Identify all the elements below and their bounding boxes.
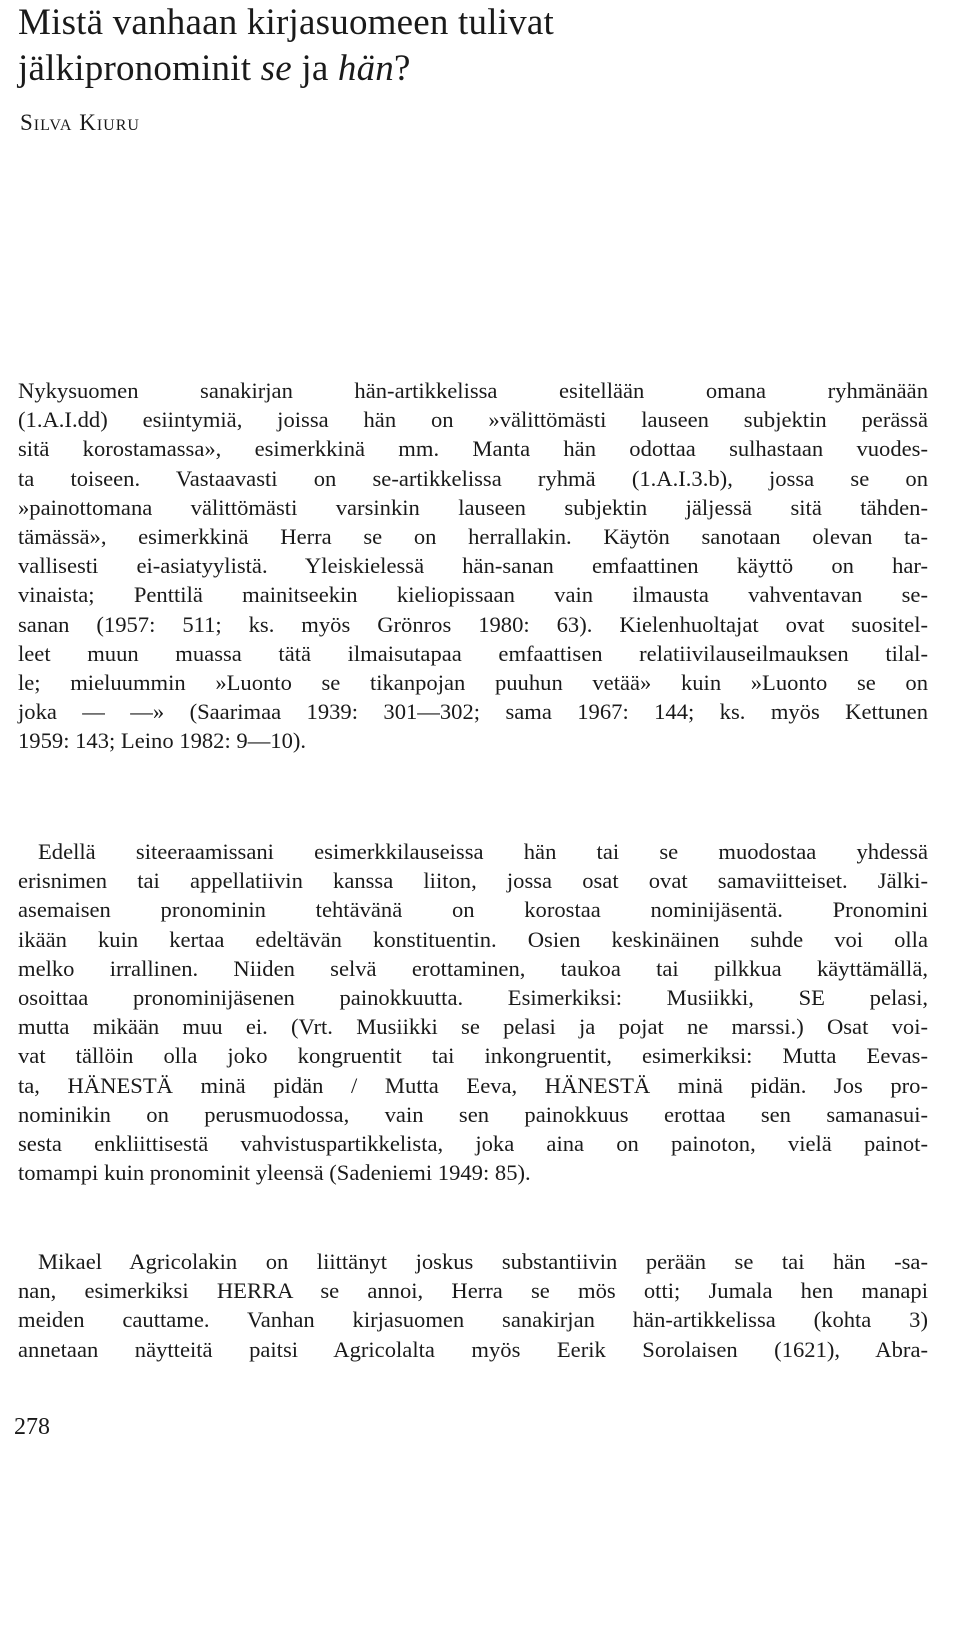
text-line: sesta enkliittisestä vahvistuspartikkelista, joka aina on painoton, vielä painot- <box>18 1130 928 1156</box>
text-line: nominikin on perusmuodossa, vain sen painokkuus erottaa sen samanasui- <box>18 1101 928 1127</box>
text-line: nan, esimerkiksi HERRA se annoi, Herra se mös otti; Jumala hen manapi <box>18 1278 928 1304</box>
text-line: vallisesti ei-asiatyylistä. Yleiskielessä hän-sanan emfaattinen käyttö on har- <box>18 553 928 579</box>
paragraph-2 <box>18 837 928 1187</box>
text-line: annetaan näytteitä paitsi Agricolalta myös Eerik Sorolaisen (1621), Abra- <box>18 1336 928 1362</box>
article-title <box>18 0 554 92</box>
text-line: (1.A.I.dd) esiintymiä, joissa hän on »välittömästi lauseen subjektin perässä <box>18 407 928 433</box>
text-line: mutta mikään muu ei. (Vrt. Musiikki se pelasi ja pojat ne marssi.) Osat voi- <box>18 1014 928 1040</box>
text-line: osoittaa pronominijäsenen painokkuutta. Esimerkiksi: Musiikki, SE pelasi, <box>18 984 928 1010</box>
text-line: Mikael Agricolakin on liittänyt joskus substantiivin perään se tai hän -sa- <box>38 1249 928 1274</box>
text-line: 1959: 143; Leino 1982: 9—10). <box>18 728 307 754</box>
text-line: »painottomana välittömästi varsinkin lauseen subjektin jäljessä sitä tähden- <box>18 494 928 520</box>
text-line: leet muun muassa tätä ilmaisutapaa emfaattisen relatiivilauseilmauksen tilal- <box>18 640 928 666</box>
text-line: sitä korostamassa», esimerkkinä mm. Manta hän odottaa sulhastaan vuodes- <box>18 436 928 462</box>
text-line: Nykysuomen sanakirjan hän-artikkelissa esitellään omana ryhmänään <box>18 378 928 403</box>
title-line-2a: jälkipronominit <box>18 48 261 89</box>
text-line: tomampi kuin pronominit yleensä (Sadeniemi 1949: 85). <box>18 1160 531 1186</box>
text-line: sanan (1957: 511; ks. myös Grönros 1980: 63). Kielenhuoltajat ovat suositel- <box>18 611 928 637</box>
paragraph-1 <box>18 376 928 755</box>
paragraph-3 <box>18 1247 928 1364</box>
text-line: erisnimen tai appellatiivin kanssa liiton, jossa osat ovat samaviitteiset. Jälki- <box>18 868 928 894</box>
title-han: hän <box>337 48 395 89</box>
title-se: se <box>260 48 292 89</box>
text-line: vat tällöin olla joko kongruentit tai inkongruentit, esimerkiksi: Mutta Eevas- <box>18 1043 928 1069</box>
page-number: 278 <box>14 1414 50 1440</box>
title-line-1: Mistä vanhaan kirjasuomeen tulivat <box>18 2 554 43</box>
text-line: ta toiseen. Vastaavasti on se-artikkelissa ryhmä (1.A.I.3.b), jossa se on <box>18 465 928 491</box>
text-line: Edellä siteeraamissani esimerkkilauseissa hän tai se muodostaa yhdessä <box>38 839 928 864</box>
text-line: melko irrallinen. Niiden selvä erottaminen, taukoa tai pilkkua käyttämällä, <box>18 955 928 981</box>
text-line: joka — —» (Saarimaa 1939: 301—302; sama 1967: 144; ks. myös Kettunen <box>18 699 928 725</box>
text-line: ikään kuin kertaa edeltävän konstituentin. Osien keskinäinen suhde voi olla <box>18 926 928 952</box>
text-line: meiden cauttame. Vanhan kirjasuomen sanakirjan hän-artikkelissa (kohta 3) <box>18 1307 928 1333</box>
title-line-2b: ja <box>291 48 338 89</box>
title-line-2c: ? <box>394 48 411 89</box>
text-line: tämässä», esimerkkinä Herra se on herrallakin. Käytön sanotaan olevan ta- <box>18 523 928 549</box>
author-name: Silva Kiuru <box>20 110 140 135</box>
text-line: vinaista; Penttilä mainitseekin kieliopissaan vain ilmausta vahventavan se- <box>18 582 928 608</box>
text-line: le; mieluummin »Luonto se tikanpojan puuhun vetää» kuin »Luonto se on <box>18 669 928 695</box>
text-line: ta, HÄNESTÄ minä pidän / Mutta Eeva, HÄNESTÄ minä pidän. Jos pro- <box>18 1072 928 1098</box>
text-line: asemaisen pronominin tehtävänä on korostaa nominijäsentä. Pronomini <box>18 897 928 923</box>
